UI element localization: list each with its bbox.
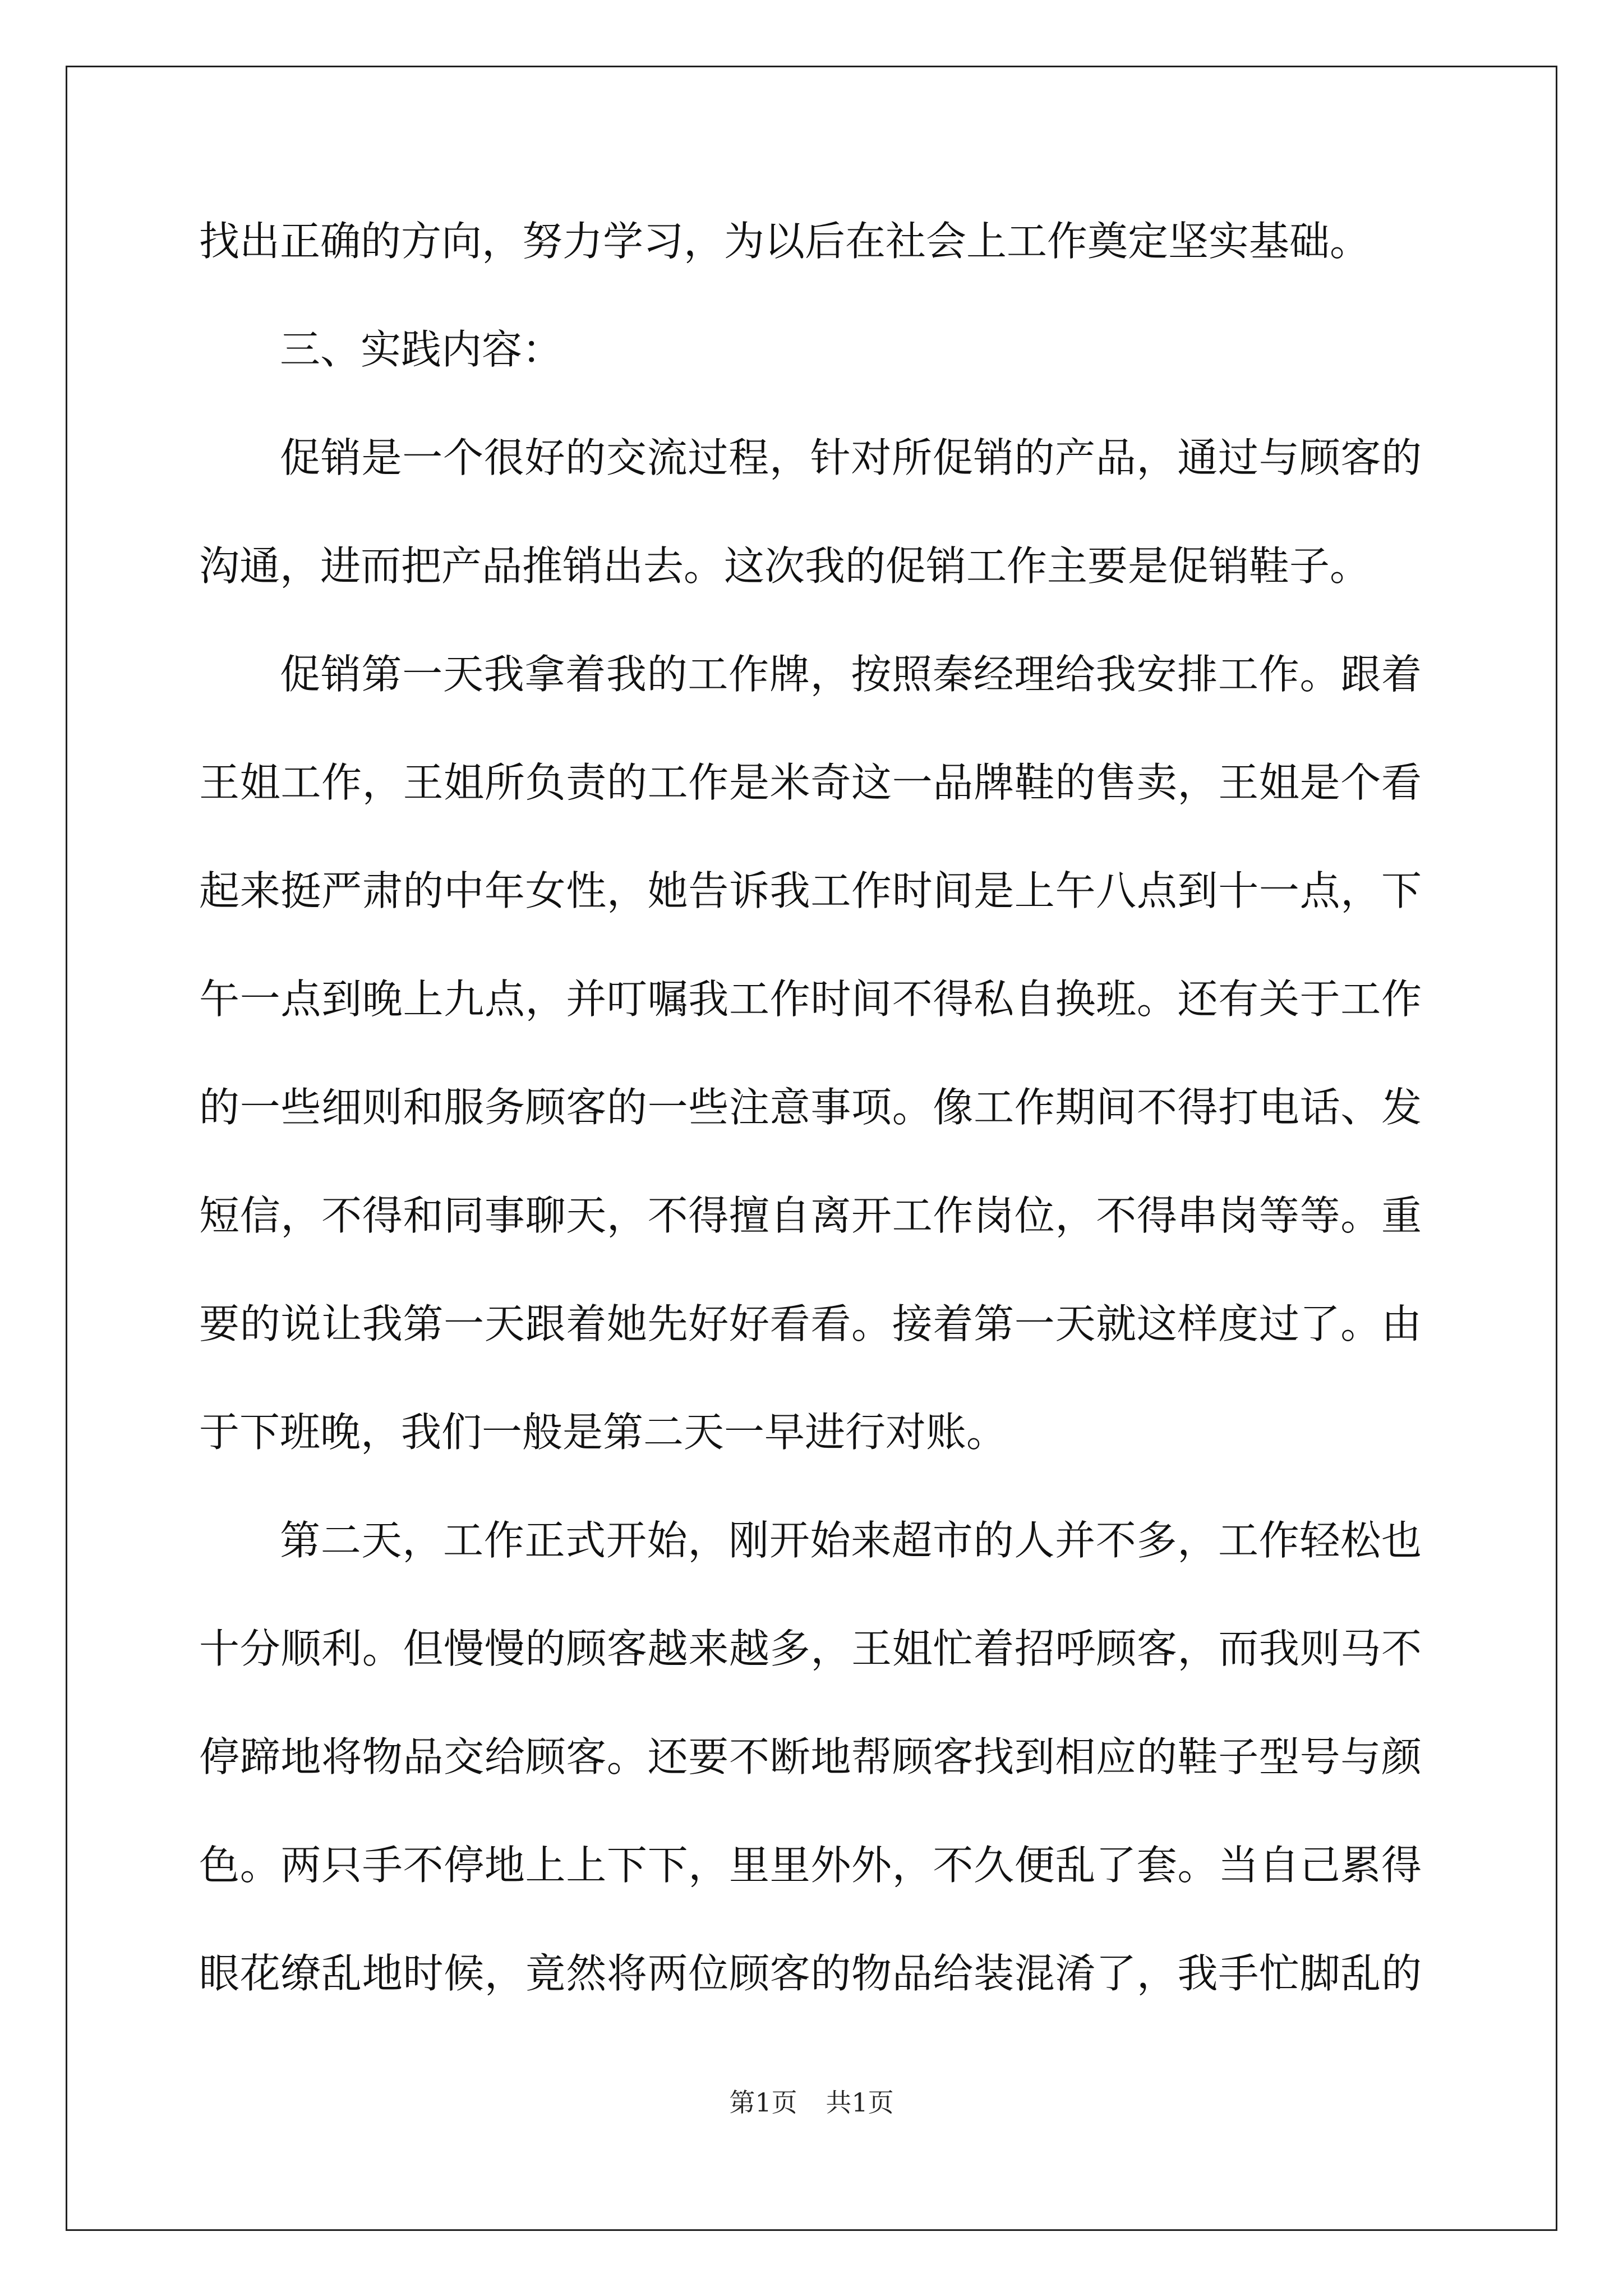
section-heading: 三、实践内容： [280,326,563,373]
text-line-12: 于下班晚，我们一般是第二天一早进行对账。 [199,1409,1007,1456]
page-number: 第1页 [729,2087,797,2118]
text-line-17: 眼花缭乱地时候，竟然将两位顾客的物品给装混淆了，我手忙脚乱的 [199,1950,1422,1997]
text-line-15: 停蹄地将物品交给顾客。还要不断地帮顾客找到相应的鞋子型号与颜 [199,1733,1422,1780]
text-line-11: 要的说让我第一天跟着她先好好看看。接着第一天就这样度过了。由 [199,1300,1422,1347]
text-line-14: 十分顺利。但慢慢的顾客越来越多，王姐忙着招呼顾客，而我则马不 [199,1625,1422,1672]
text-line-7: 起来挺严肃的中年女性，她告诉我工作时间是上午八点到十一点，下 [199,867,1422,914]
text-line-16: 色。两只手不停地上上下下，里里外外，不久便乱了套。当自己累得 [199,1842,1422,1889]
page-footer [0,2086,1623,2119]
text-line-1: 找出正确的方向，努力学习，为以后在社会上工作奠定坚实基础。 [199,218,1371,265]
text-line-3: 促销是一个很好的交流过程，针对所促销的产品，通过与顾客的 [280,434,1422,481]
text-line-9: 的一些细则和服务顾客的一些注意事项。像工作期间不得打电话、发 [199,1084,1422,1131]
text-line-10: 短信，不得和同事聊天，不得擅自离开工作岗位，不得串岗等等。重 [199,1192,1422,1239]
text-line-4: 沟通，进而把产品推销出去。这次我的促销工作主要是促销鞋子。 [199,542,1371,590]
text-line-5: 促销第一天我拿着我的工作牌，按照秦经理给我安排工作。跟着 [280,651,1422,698]
page-border [66,66,1557,2231]
text-line-8: 午一点到晚上九点，并叮嘱我工作时间不得私自换班。还有关于工作 [199,976,1422,1023]
text-line-6: 王姐工作，王姐所负责的工作是米奇这一品牌鞋的售卖，王姐是个看 [199,759,1422,806]
total-pages: 共1页 [826,2087,894,2118]
text-line-13: 第二天，工作正式开始，刚开始来超市的人并不多，工作轻松也 [280,1517,1422,1564]
